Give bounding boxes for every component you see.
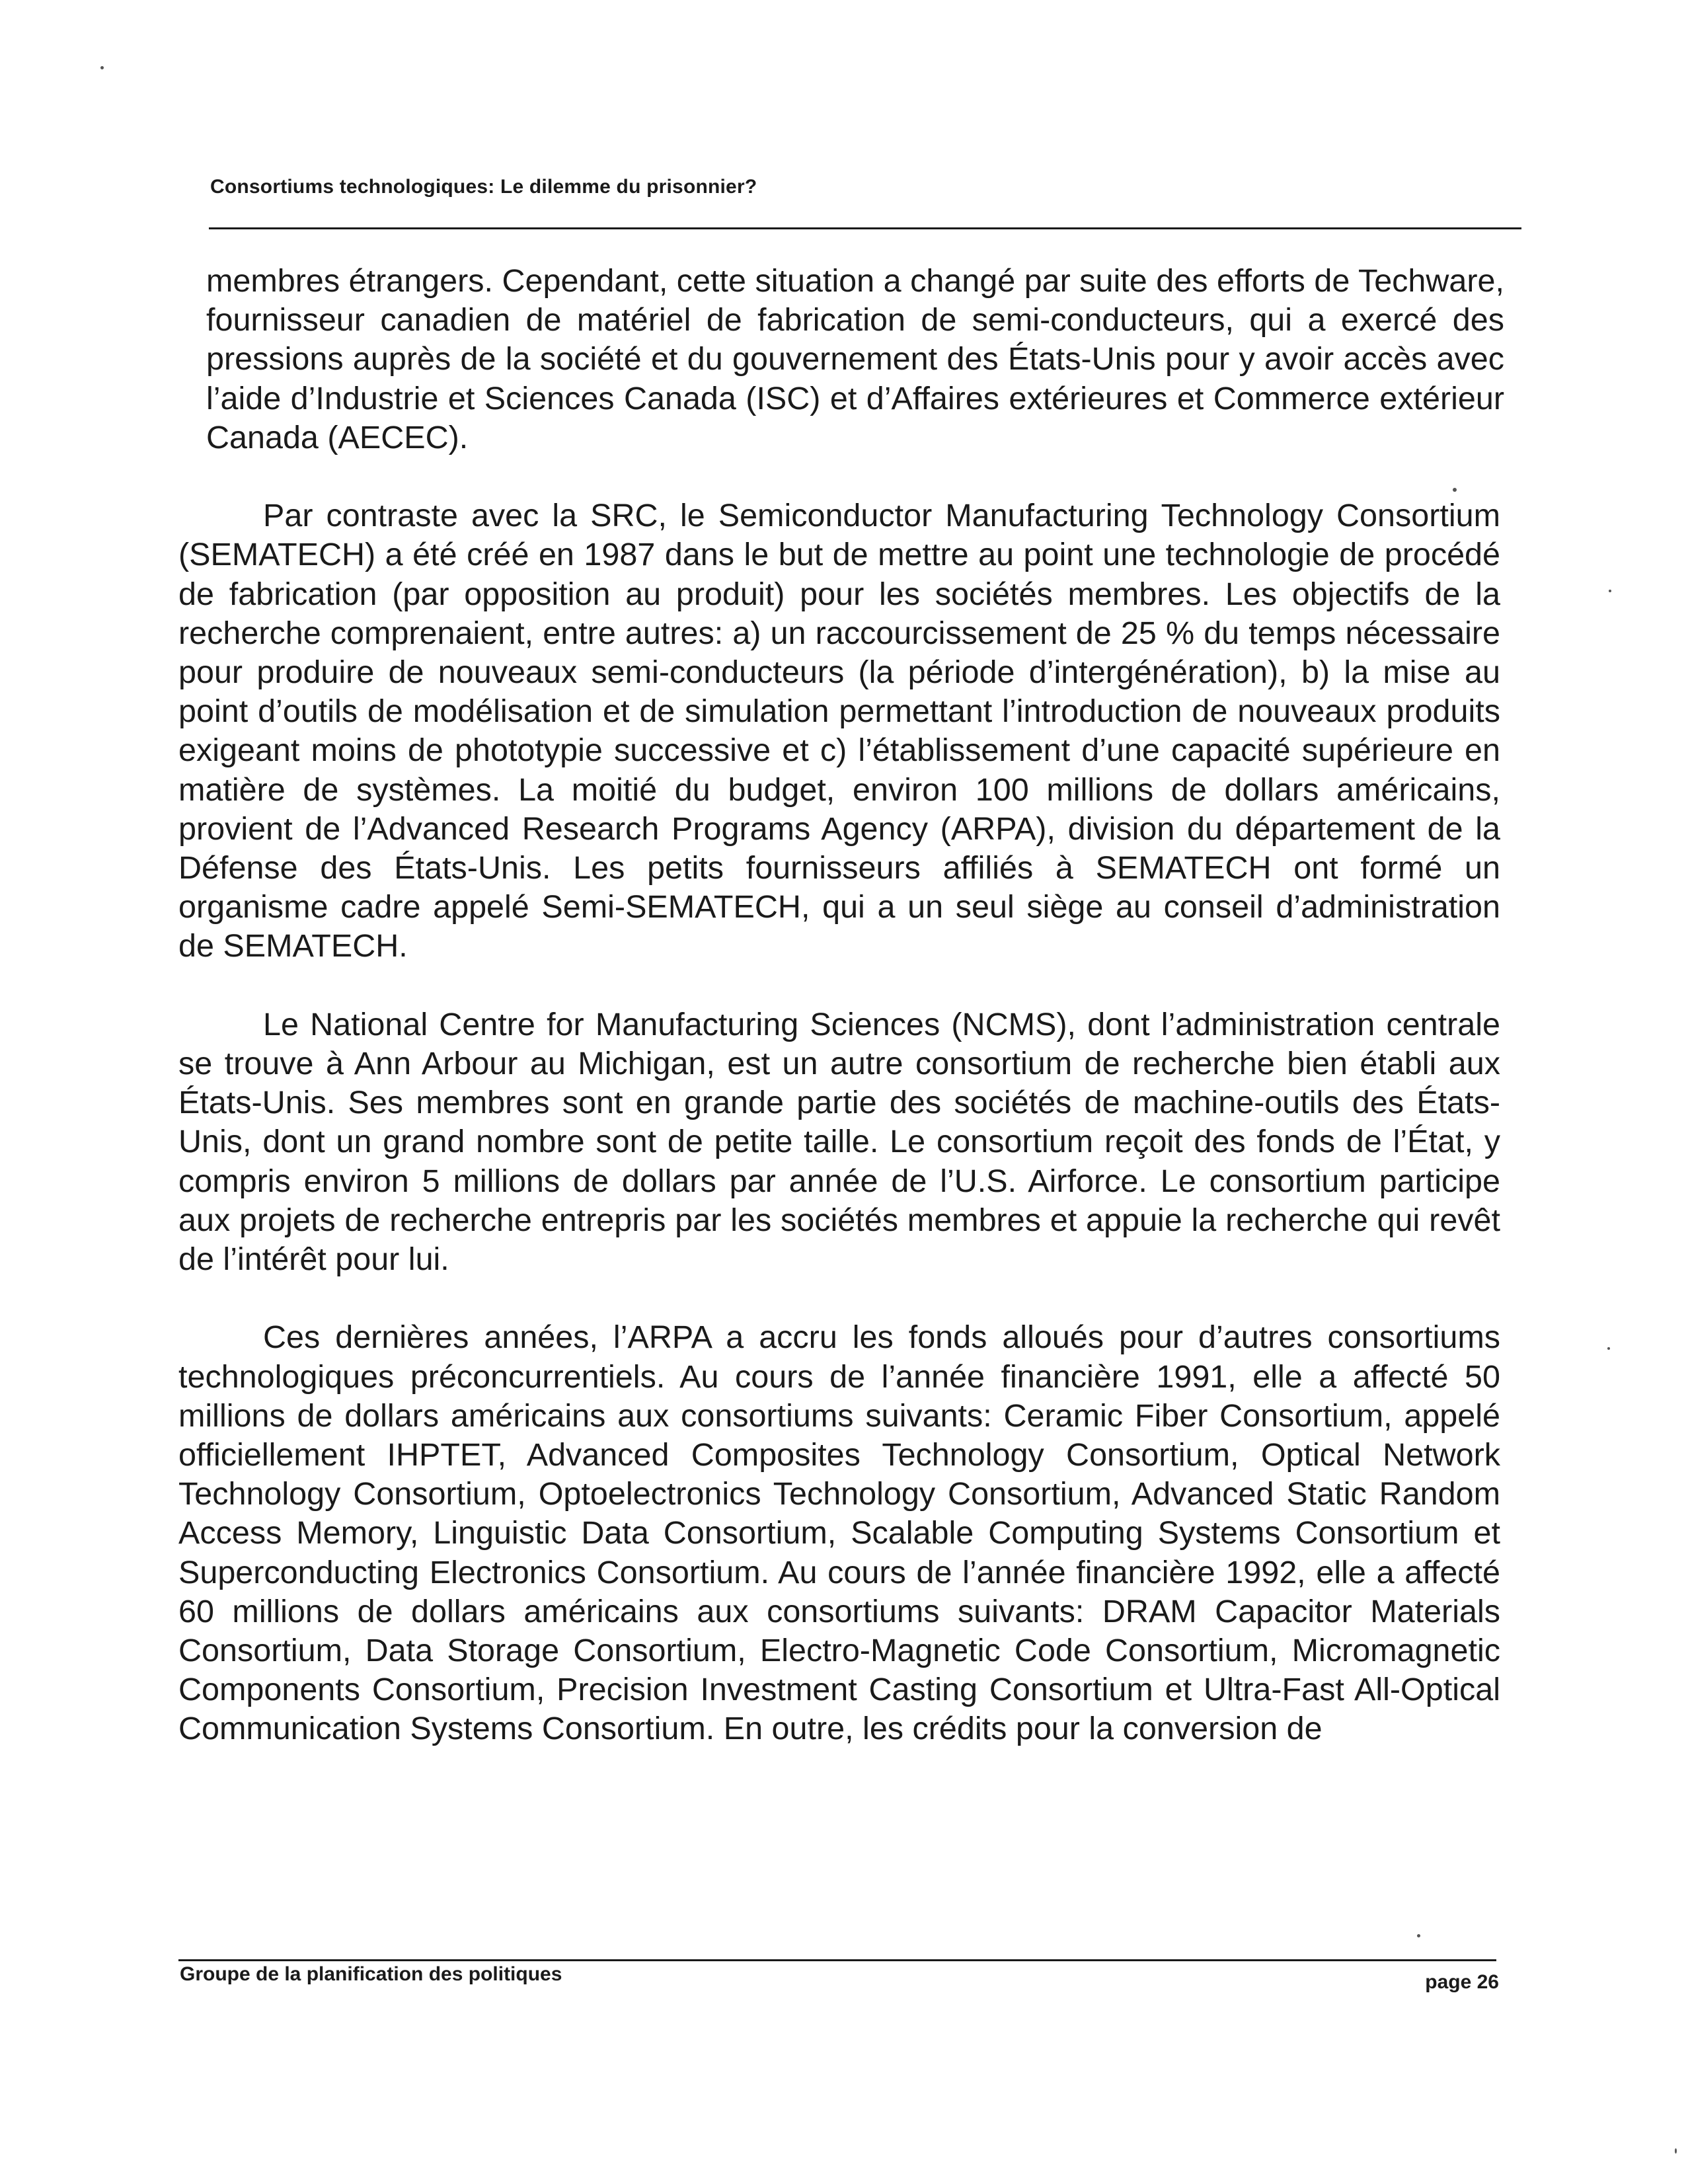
paragraph-2: Par contraste avec la SRC, le Semiconductor Manufacturing Technology Consortium (SEMATECH) a été créé en 1987 dans le but de mettre au point une technologie de procédé de fabrication (par opposition au produit) pour les sociétés membres. Les objectifs de la recherche comprenaient, entre autres: a) un raccourcissement de 25 % du temps nécessaire pour produire de nouveaux semi-conducteurs (la période d’intergénération), b) la mise au point d’outils de modélisation et de simulation permettant l’introduction de nouveaux produits exigeant moins de phototypie successive et c) l’établissement d’une capacité supérieure en matière de systèmes. La moitié du budget, environ 100 millions de dollars américains, provient de l’Advanced Research Programs Agency (ARPA), division du département de la Défense des États-Unis. Les petits fournisseurs affiliés à SEMATECH ont formé un organisme cadre appelé Semi-SEMATECH, qui a un seul siège au conseil d’administration de SEMATECH. (178, 498, 1500, 964)
scan-speck (1609, 590, 1611, 592)
scan-speck (100, 66, 104, 69)
footer-rule (178, 1959, 1496, 1961)
body-text (178, 262, 1504, 1788)
page-number: page 26 (1425, 1971, 1499, 1993)
scan-speck (1453, 488, 1457, 492)
scan-speck (1607, 1347, 1610, 1350)
scan-speck (1417, 1934, 1420, 1937)
paragraph-3: Le National Centre for Manufacturing Sciences (NCMS), dont l’administration centrale se trouve à Ann Arbour au Michigan, est un autre consortium de recherche bien établi aux États-Unis. Ses membres sont en grande partie des sociétés de machine-outils des États-Unis, dont un grand nombre sont de petite taille. Le consortium reçoit des fonds de l’État, y compris environ 5 millions de dollars par année de l’U.S. Airforce. Le consortium participe aux projets de recherche entrepris par les sociétés membres et appuie la recherche qui revêt de l’intérêt pour lui. (178, 1006, 1500, 1278)
running-header-title: Consortiums technologiques: Le dilemme du prisonnier? (210, 176, 757, 198)
footer-organization: Groupe de la planification des politiques (180, 1963, 562, 1985)
scan-speck (1675, 2148, 1677, 2154)
header-rule (209, 227, 1521, 229)
paragraph-1: membres étrangers. Cependant, cette situation a changé par suite des efforts de Techware, fournisseur canadien de matériel de fabrication de semi-conducteurs, qui a exercé des pressions auprès de la société et du gouvernement des États-Unis pour y avoir accès avec l’aide d’Industrie et Sciences Canada (ISC) et d’Affaires extérieures et Commerce extérieur Canada (AECEC). (206, 263, 1504, 455)
paragraph-4: Ces dernières années, l’ARPA a accru les fonds alloués pour d’autres consortiums technologiques préconcurrentiels. Au cours de l’année financière 1991, elle a affecté 50 millions de dollars américains aux consortiums suivants: Ceramic Fiber Consortium, appelé officiellement IHPTET, Advanced Composites Technology Consortium, Optical Network Technology Consortium, Optoelectronics Technology Consortium, Advanced Static Random Access Memory, Linguistic Data Consortium, Scalable Computing Systems Consortium et Superconducting Electronics Consortium. Au cours de l’année financière 1992, elle a affecté 60 millions de dollars américains aux consortiums suivants: DRAM Capacitor Materials Consortium, Data Storage Consortium, Electro-Magnetic Code Consortium, Micromagnetic Components Consortium, Precision Investment Casting Consortium et Ultra-Fast All-Optical Communication Systems Consortium. En outre, les crédits pour la conversion de (178, 1319, 1500, 1747)
